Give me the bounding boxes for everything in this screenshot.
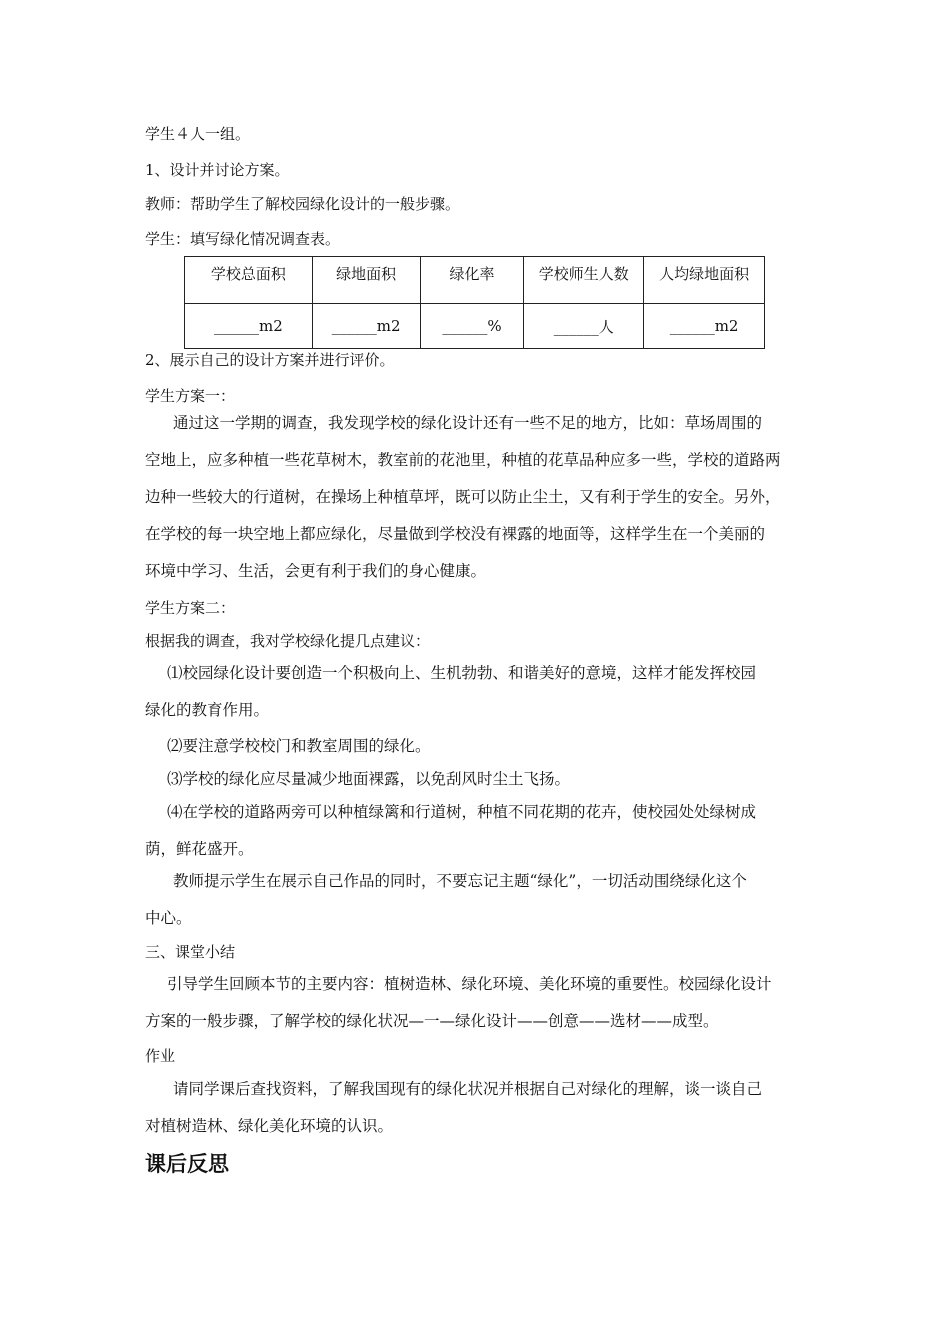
survey-value-row — [185, 304, 765, 349]
suggestion-2-line: ⑵要注意学校校门和教室周围的绿化。 — [167, 737, 431, 755]
suggestion-4 — [145, 794, 810, 868]
suggestion-4-line: ⑷在学校的道路两旁可以种植绿篱和行道树，种植不同花期的花卉，使校园处处绿树成 — [167, 803, 757, 821]
plan1-line: 通过这一学期的调查，我发现学校的绿化设计还有一些不足的地方，比如：草场周围的 — [173, 414, 763, 432]
suggestion-3-line: ⑶学校的绿化应尽量减少地面裸露，以免刮风时尘土飞扬。 — [167, 770, 571, 788]
header-green-rate: 绿化率 — [420, 257, 524, 304]
reflection-heading: 课后反思 — [145, 1152, 229, 1176]
plan1-title: 学生方案一： — [145, 387, 236, 405]
homework-line: 对植树造林、绿化美化环境的认识。 — [145, 1117, 394, 1135]
plan1-line: 边种一些较大的行道树，在操场上种植草坪，既可以防止尘土，又有利于学生的安全。另外， — [145, 488, 781, 506]
teacher-reminder-line: 中心。 — [145, 909, 192, 927]
homework-title: 作业 — [145, 1047, 176, 1065]
value-total-area: ______m2 — [185, 304, 313, 349]
survey-header-row — [185, 257, 765, 304]
plan2-title: 学生方案二： — [145, 599, 236, 617]
step1-line: 1、设计并讨论方案。 — [145, 161, 290, 179]
header-total-area: 学校总面积 — [185, 257, 313, 304]
plan1-paragraph — [145, 405, 810, 590]
student-line: 学生：填写绿化情况调查表。 — [145, 230, 341, 248]
step2-line: 2、展示自己的设计方案并进行评价。 — [145, 351, 395, 369]
teacher-line: 教师：帮助学生了解校园绿化设计的一般步骤。 — [145, 195, 461, 213]
header-per-capita: 人均绿地面积 — [644, 257, 765, 304]
suggestion-3 — [145, 761, 810, 798]
value-population: ______人 — [524, 304, 644, 349]
value-per-capita: ______m2 — [644, 304, 765, 349]
homework-paragraph — [145, 1071, 810, 1145]
suggestion-2 — [145, 728, 810, 765]
value-green-rate: ______% — [420, 304, 524, 349]
suggestion-4-line: 荫，鲜花盛开。 — [145, 840, 254, 858]
section3-title: 三、课堂小结 — [145, 943, 236, 961]
suggestion-1-line: 绿化的教育作用。 — [145, 701, 270, 719]
group-line: 学生４人一组。 — [145, 125, 251, 143]
summary-line: 引导学生回顾本节的主要内容：植树造林、绿化环境、美化环境的重要性。校园绿化设计 — [167, 975, 772, 993]
value-green-area: ______m2 — [312, 304, 420, 349]
summary-line: 方案的一般步骤，了解学校的绿化状况—一—绿化设计——创意——选材——成型。 — [145, 1012, 719, 1030]
homework-line: 请同学课后查找资料，了解我国现有的绿化状况并根据自己对绿化的理解，谈一谈自己 — [173, 1080, 763, 1098]
survey-table — [184, 256, 765, 349]
suggestion-1-line: ⑴校园绿化设计要创造一个积极向上、生机勃勃、和谐美好的意境，这样才能发挥校园 — [167, 664, 757, 682]
header-population: 学校师生人数 — [524, 257, 644, 304]
teacher-reminder-line: 教师提示学生在展示自己作品的同时，不要忘记主题“绿化”，一切活动围绕绿化这个 — [173, 872, 747, 890]
summary-paragraph — [145, 966, 810, 1040]
suggestion-1 — [145, 655, 810, 729]
plan1-line: 空地上，应多种植一些花草树木，教室前的花池里，种植的花草品种应多一些，学校的道路两 — [145, 451, 781, 469]
plan2-intro: 根据我的调查，我对学校绿化提几点建议： — [145, 632, 431, 650]
plan1-line: 在学校的每一块空地上都应绿化，尽量做到学校没有裸露的地面等，这样学生在一个美丽的 — [145, 525, 766, 543]
header-green-area: 绿地面积 — [312, 257, 420, 304]
teacher-reminder — [145, 863, 810, 937]
plan1-line: 环境中学习、生活，会更有利于我们的身心健康。 — [145, 562, 487, 580]
